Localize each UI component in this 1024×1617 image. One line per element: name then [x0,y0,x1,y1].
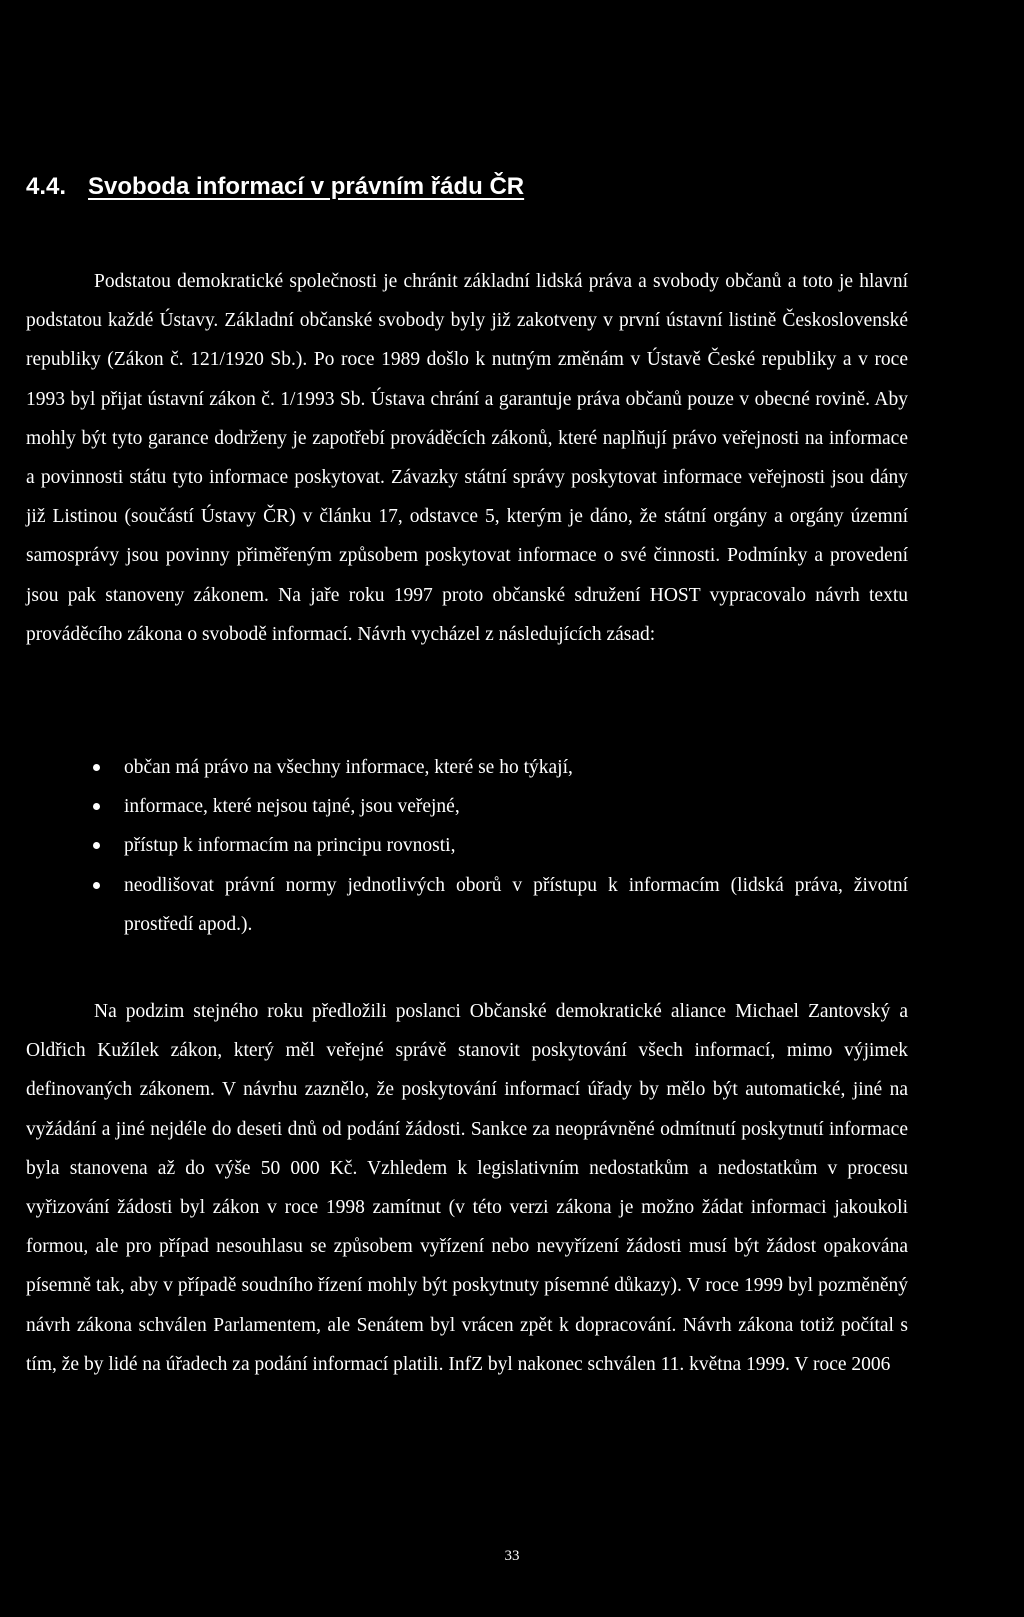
bullet-icon [93,803,100,810]
section-title: Svoboda informací v právním řádu ČR [88,173,525,200]
bullet-icon [93,882,100,889]
bullet-icon [93,842,100,849]
list-item-text: informace, které nejsou tajné, jsou veřejné, [124,796,460,818]
list-item [26,826,908,865]
list-item-text: občan má právo na všechny informace, které se ho týkají, [124,757,573,778]
principles-list [26,748,908,944]
list-item [26,866,908,944]
paragraph-history: Na podzim stejného roku předložili poslanci Občanské demokratické aliance Michael Zantovský a Oldřich Kužílek zákon, který měl veřejné správě stanovit poskytování všech informací, mimo výjimek definovaných zákonem. V návrhu zaznělo, že poskytování informací úřady by mělo být automatické, jiné na vyžádání a jiné nejdéle do deseti dnů od podání žádosti. Sankce za neoprávněné odmítnutí poskytnutí informace byla stanovena až do výše 50 000 Kč. Vzhledem k legislativním nedostatkům a nedostatkům v procesu vyřizování žádosti byl zákon v roce 1998 zamítnut (v této verzi zákona je možno žádat informaci jakoukoli formou, ale pro případ nesouhlasu se způsobem vyřízení nebo nevyřízení žádosti musí být žádost opakována písemně tak, aby v případě soudního řízení mohly být poskytnuty písemné důkazy). V roce 1999 byl pozměněný návrh zákona schválen Parlamentem, ale Senátem byl vrácen zpět k dopracování. Návrh zákona totiž počítal s tím, že by lidé na úřadech za podání informací platili. InfZ byl nakonec schválen 11. května 1999. V roce 2006 [26,1001,908,1375]
list-item-text: přístup k informacím na principu rovnosti, [124,835,456,857]
paragraph-intro: Podstatou demokratické společnosti je chránit základní lidská práva a svobody občanů a toto je hlavní podstatou každé Ústavy. Základní občanské svobody byly již zakotveny v první ústavní listině Československé republiky (Zákon č. 121/1920 Sb.). Po roce 1989 došlo k nutným změnám v Ústavě České republiky a v roce 1993 byl přijat ústavní zákon č. 1/1993 Sb. Ústava chrání a garantuje práva občanů pouze v obecné rovině. Aby mohly být tyto garance dodrženy je zapotřebí prováděcích zákonů, které naplňují právo veřejnosti na informace a povinnosti státu tyto informace poskytovat. Závazky státní správy poskytovat informace veřejnosti jsou dány již Listinou (součástí Ústavy ČR) v článku 17, odstavce 5, kterým je dáno, že státní orgány a orgány územní samosprávy jsou povinny přiměřeným způsobem poskytovat informace o své činnosti. Podmínky a provedení jsou pak stanoveny zákonem. Na jaře roku 1997 proto občanské sdružení HOST vypracovalo návrh textu prováděcího zákona o svobodě informací. Návrh vycházel z následujících zásad: [26,271,908,645]
list-item-text: neodlišovat právní normy jednotlivých oborů v přístupu k informacím (lidská práva, životní prostředí apod.). [124,874,908,935]
section-number: 4.4. [26,173,67,200]
list-item [26,748,908,787]
section-heading [26,172,524,202]
list-item [26,787,908,826]
bullet-icon [93,764,100,771]
page-number: 33 [504,1548,520,1564]
